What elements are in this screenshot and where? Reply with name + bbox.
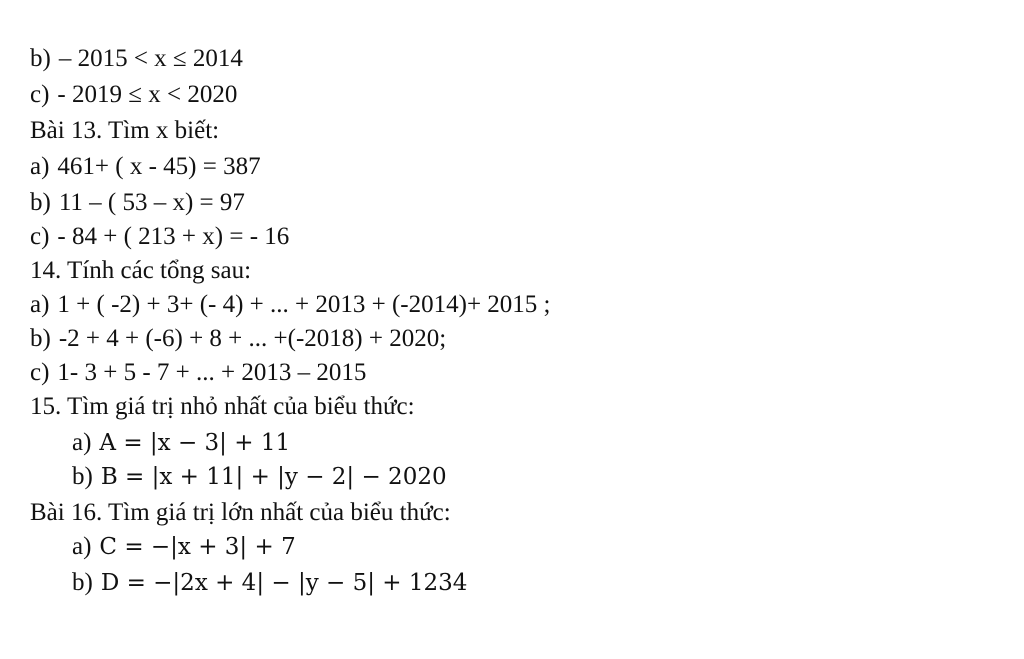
heading-text: Bài 13. Tìm x biết: [30,117,220,144]
heading-bai-13 [30,116,219,146]
item-label: a) [30,153,50,180]
exercise-12c [30,80,237,110]
item-label: a) [72,533,92,560]
item-label: b) [72,569,93,596]
exercise-12b [30,44,243,74]
exercise-16b [72,568,467,598]
item-label: c) [30,223,50,250]
exercise-13c [30,222,289,252]
inequality: – 2015 < x ≤ 2014 [58,45,243,72]
expression: C = −|x + 3| + 7 [99,534,296,560]
heading-text: 15. Tìm giá trị nhỏ nhất của biểu thức: [30,393,415,420]
exercise-13a [30,152,261,182]
exercise-14c [30,358,366,388]
heading-bai-16 [30,498,451,528]
heading-text: Bài 16. Tìm giá trị lớn nhất của biểu thức: [30,499,451,526]
exercise-15b [72,462,447,492]
expression: D = −|2x + 4| − |y − 5| + 1234 [100,570,468,596]
sum-expression: 1 + ( -2) + 3+ (- 4) + ... + 2013 + (-2014)+ 2015 ; [57,291,551,318]
item-label: b) [30,325,51,352]
item-label: a) [72,429,92,456]
expression: B = |x + 11| + |y − 2| − 2020 [100,464,447,490]
item-label: b) [72,463,93,490]
exercise-13b [30,188,245,218]
expression: A = |x − 3| + 11 [99,430,291,456]
exercise-14a [30,290,551,320]
item-label: c) [30,359,50,386]
equation: 461+ ( x - 45) = 387 [57,153,261,180]
heading-text: 14. Tính các tổng sau: [30,257,252,284]
item-label: b) [30,189,51,216]
item-label: a) [30,291,50,318]
heading-bai-14 [30,256,251,286]
inequality: - 2019 ≤ x < 2020 [57,81,238,108]
equation: 11 – ( 53 – x) = 97 [58,189,245,216]
exercise-14b [30,324,446,354]
item-label: b) [30,45,51,72]
sum-expression: -2 + 4 + (-6) + 8 + ... +(-2018) + 2020; [58,325,447,352]
heading-bai-15 [30,392,415,422]
item-label: c) [30,81,50,108]
equation: - 84 + ( 213 + x) = - 16 [57,223,290,250]
exercise-15a [72,428,290,458]
sum-expression: 1- 3 + 5 - 7 + ... + 2013 – 2015 [57,359,367,386]
exercise-16a [72,532,296,562]
